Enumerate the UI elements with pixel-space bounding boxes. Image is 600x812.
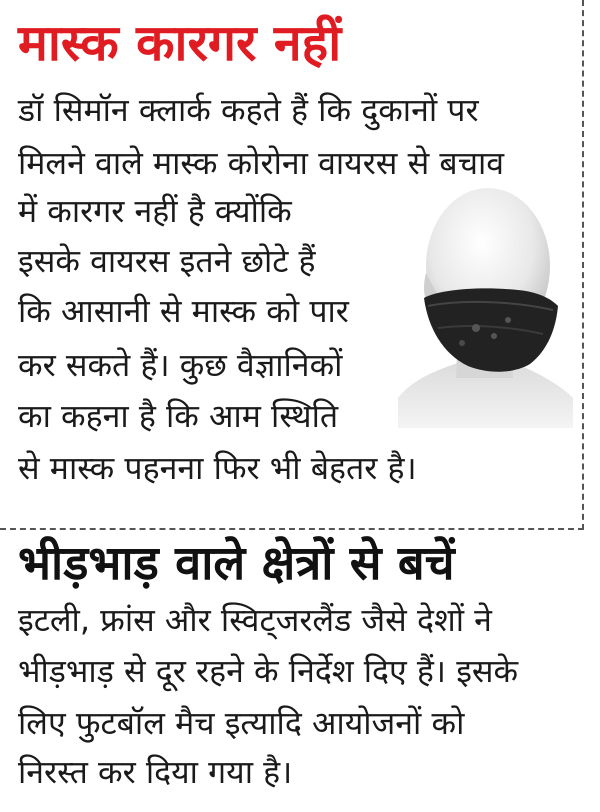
section2-line-3: लिए फुटबॉल मैच इत्यादि आयोजनों को (18, 704, 465, 742)
section1-line-6: कर सकते हैं। कुछ वैज्ञानिकों (18, 346, 343, 384)
section2-line-4: निरस्त कर दिया गया है। (18, 753, 293, 791)
section1-line-7: का कहना है कि आम स्थिति (18, 397, 339, 435)
section2-headline: भीड़भाड़ वाले क्षेत्रों से बचें (18, 536, 455, 591)
section1-line-4: इसके वायरस इतने छोटे हैं (18, 242, 316, 280)
section1-line-3: में कारगर नहीं है क्योंकि (18, 192, 292, 230)
section1-line-2: मिलने वाले मास्क कोरोना वायरस से बचाव (18, 144, 505, 182)
section1-line-8: से मास्क पहनना फिर भी बेहतर है। (18, 449, 417, 487)
section1-headline: मास्क कारगर नहीं (18, 14, 342, 72)
mask-mannequin-image (398, 178, 573, 428)
section2-line-2: भीड़भाड़ से दूर रहने के निर्देश दिए हैं। इसके (18, 652, 519, 690)
section2-line-1: इटली, फ्रांस और स्विट्जरलैंड जैसे देशों ने (18, 601, 492, 639)
section1-line-5: कि आसानी से मास्क को पार (18, 292, 349, 330)
section1-line-1: डॉ सिमॉन क्लार्क कहते हैं कि दुकानों पर (18, 91, 479, 129)
